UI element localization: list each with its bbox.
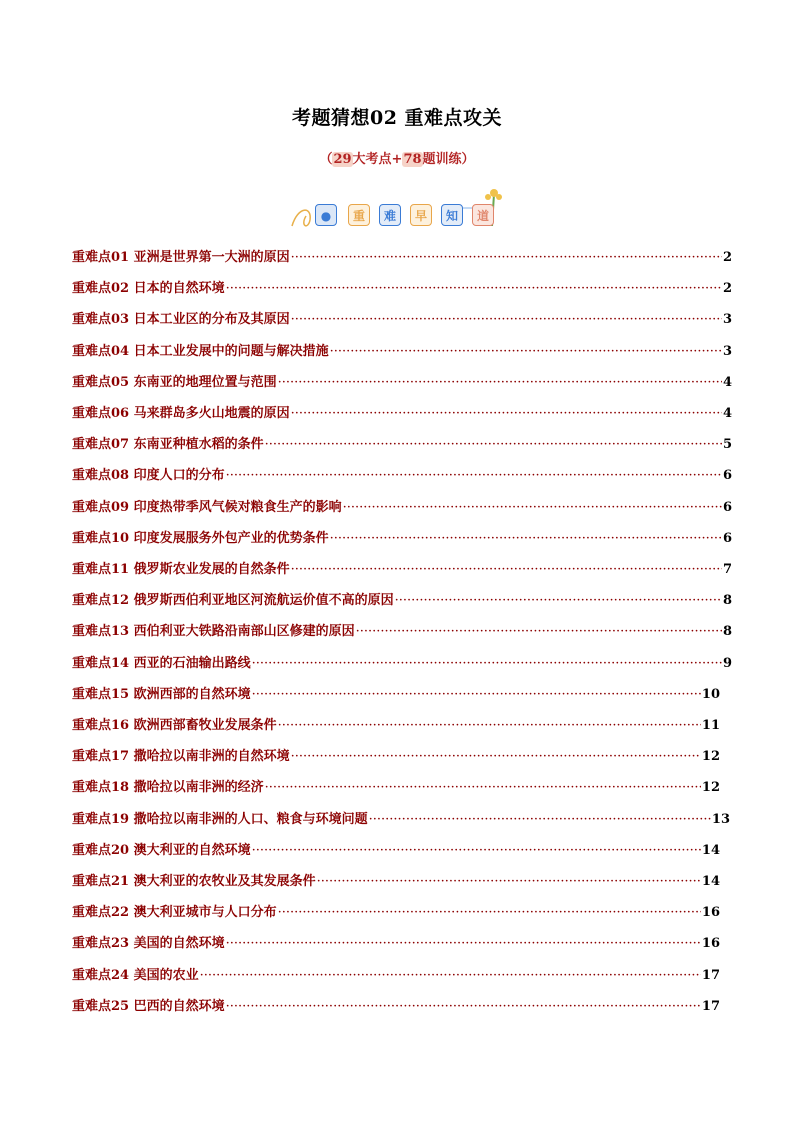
toc-entry-page-number: 14: [701, 874, 720, 889]
banner-char-2: 难: [379, 204, 401, 226]
toc-entry-page-number: 17: [701, 967, 720, 983]
toc-entry[interactable]: [72, 402, 732, 420]
toc-entry[interactable]: [72, 277, 732, 295]
toc-entry-page-number: 14: [701, 842, 720, 858]
toc-leader-dots: [252, 843, 701, 858]
toc-leader-dots: [226, 468, 722, 483]
banner-char-3: 早: [410, 204, 432, 226]
toc-leader-dots: [226, 936, 701, 951]
toc-leader-dots: [252, 687, 701, 702]
toc-entry-page-number: 13: [711, 811, 730, 827]
toc-entry-label: 重难点23 美国的自然环境: [72, 936, 225, 952]
toc-entry-page-number: 12: [701, 780, 720, 796]
toc-entry-label: 重难点02 日本的自然环境: [72, 281, 225, 297]
toc-entry-page-number: 10: [701, 686, 720, 702]
toc-entry-label: 重难点15 欧洲西部的自然环境: [72, 686, 251, 702]
toc-entry-page-number: 7: [722, 562, 732, 577]
toc-entry-page-number: 8: [722, 624, 732, 640]
toc-leader-dots: [278, 718, 701, 733]
toc-entry[interactable]: [72, 527, 732, 545]
toc-entry[interactable]: [72, 589, 732, 607]
toc-entry[interactable]: [72, 340, 732, 358]
toc-leader-dots: [330, 344, 722, 359]
banner-dot-icon: ●: [315, 204, 337, 226]
toc-leader-dots: [226, 999, 701, 1014]
toc-entry-page-number: 3: [722, 312, 732, 328]
subtitle-num-questions: 78: [403, 152, 422, 167]
toc-entry-label: 重难点01 亚洲是世界第一大洲的原因: [72, 250, 290, 265]
section-banner: [288, 186, 508, 234]
toc-entry-label: 重难点19 撒哈拉以南非洲的人口、粮食与环境问题: [72, 811, 368, 827]
toc-entry-page-number: 6: [722, 499, 732, 515]
toc-entry-label: 重难点03 日本工业区的分布及其原因: [72, 312, 290, 328]
toc-entry-page-number: 16: [701, 905, 720, 921]
toc-leader-dots: [291, 250, 722, 265]
toc-entry[interactable]: [72, 308, 732, 326]
toc-leader-dots: [317, 874, 701, 889]
toc-entry-page-number: 5: [722, 437, 732, 453]
toc-entry-label: 重难点16 欧洲西部畜牧业发展条件: [72, 718, 277, 733]
toc-entry[interactable]: [72, 932, 720, 950]
toc-entry-page-number: 4: [722, 374, 732, 390]
toc-entry-label: 重难点09 印度热带季风气候对粮食生产的影响: [72, 499, 342, 515]
toc-entry[interactable]: [72, 652, 732, 670]
toc-entry-page-number: 6: [722, 468, 732, 484]
toc-entry-label: 重难点24 美国的农业: [72, 967, 199, 983]
toc-entry-page-number: 2: [722, 250, 732, 265]
toc-leader-dots: [330, 531, 722, 546]
toc-leader-dots: [291, 749, 701, 764]
banner-char-1: 重: [348, 204, 370, 226]
toc-leader-dots: [343, 500, 722, 515]
toc-entry-label: 重难点22 澳大利亚城市与人口分布: [72, 905, 277, 921]
banner-char-4: 知: [441, 204, 463, 226]
toc-leader-dots: [265, 437, 722, 452]
toc-entry-label: 重难点12 俄罗斯西伯利亚地区河流航运价值不高的原因: [72, 593, 394, 609]
toc-entry-label: 重难点05 东南亚的地理位置与范围: [72, 374, 277, 390]
toc-entry-page-number: 12: [701, 749, 720, 765]
toc-entry[interactable]: [72, 371, 732, 389]
toc-entry-label: 重难点14 西亚的石油输出路线: [72, 655, 251, 671]
banner-char-5: 道: [472, 204, 494, 226]
toc-leader-dots: [291, 312, 722, 327]
toc-leader-dots: [252, 656, 722, 671]
toc-entry-label: 重难点18 撒哈拉以南非洲的经济: [72, 780, 264, 796]
toc-entry-label: 重难点20 澳大利亚的自然环境: [72, 842, 251, 858]
toc-entry[interactable]: [72, 901, 720, 919]
toc-leader-dots: [265, 780, 701, 795]
subtitle: [0, 148, 794, 167]
toc-entry[interactable]: [72, 620, 732, 638]
toc-entry[interactable]: [72, 745, 720, 763]
subtitle-end: 题训练）: [422, 152, 475, 167]
toc-leader-dots: [226, 281, 722, 296]
toc-entry-label: 重难点06 马来群岛多火山地震的原因: [72, 406, 290, 421]
toc-entry-label: 重难点08 印度人口的分布: [72, 468, 225, 484]
toc-entry[interactable]: [72, 464, 732, 482]
toc-entry-page-number: 11: [701, 718, 720, 733]
toc-leader-dots: [200, 968, 701, 983]
toc-leader-dots: [278, 905, 701, 920]
toc-entry[interactable]: [72, 433, 732, 451]
toc-entry-label: 重难点25 巴西的自然环境: [72, 998, 225, 1014]
toc-entry[interactable]: [72, 870, 720, 888]
toc-entry-page-number: 4: [722, 406, 732, 421]
toc-entry-label: 重难点13 西伯利亚大铁路沿南部山区修建的原因: [72, 624, 355, 640]
toc-entry-page-number: 9: [722, 655, 732, 671]
toc-entry-page-number: 3: [722, 343, 732, 359]
toc-entry-page-number: 2: [722, 281, 732, 297]
toc-entry-label: 重难点04 日本工业发展中的问题与解决措施: [72, 343, 329, 359]
toc-entry[interactable]: [72, 776, 720, 794]
toc-entry-page-number: 8: [722, 593, 732, 609]
page-title: 考题猜想02 重难点攻关: [291, 107, 503, 129]
toc-entry-label: 重难点17 撒哈拉以南非洲的自然环境: [72, 749, 290, 765]
toc-entry[interactable]: [72, 839, 720, 857]
toc-entry[interactable]: [72, 683, 720, 701]
toc-entry-label: 重难点21 澳大利亚的农牧业及其发展条件: [72, 874, 316, 889]
toc-entry[interactable]: [72, 496, 732, 514]
toc-entry[interactable]: [72, 558, 732, 576]
toc-entry-page-number: 17: [701, 998, 720, 1014]
toc-entry-page-number: 6: [722, 530, 732, 546]
subtitle-mid: 大考点+: [352, 152, 403, 167]
toc-entry-label: 重难点11 俄罗斯农业发展的自然条件: [72, 562, 290, 577]
toc-entry[interactable]: [72, 808, 730, 826]
toc-entry-label: 重难点07 东南亚种植水稻的条件: [72, 437, 264, 453]
toc-entry[interactable]: [72, 246, 732, 264]
toc-leader-dots: [291, 406, 722, 421]
subtitle-num-topics: 29: [333, 152, 352, 167]
toc-entry[interactable]: [72, 714, 720, 732]
toc-entry[interactable]: [72, 995, 720, 1013]
toc-entry-page-number: 16: [701, 936, 720, 952]
toc-entry[interactable]: [72, 964, 720, 982]
toc-leader-dots: [278, 375, 722, 390]
toc-leader-dots: [291, 562, 722, 577]
toc-leader-dots: [395, 593, 722, 608]
subtitle-open: （: [319, 152, 333, 167]
toc-entry-label: 重难点10 印度发展服务外包产业的优势条件: [72, 530, 329, 546]
toc-leader-dots: [369, 812, 711, 827]
toc-leader-dots: [356, 624, 722, 639]
